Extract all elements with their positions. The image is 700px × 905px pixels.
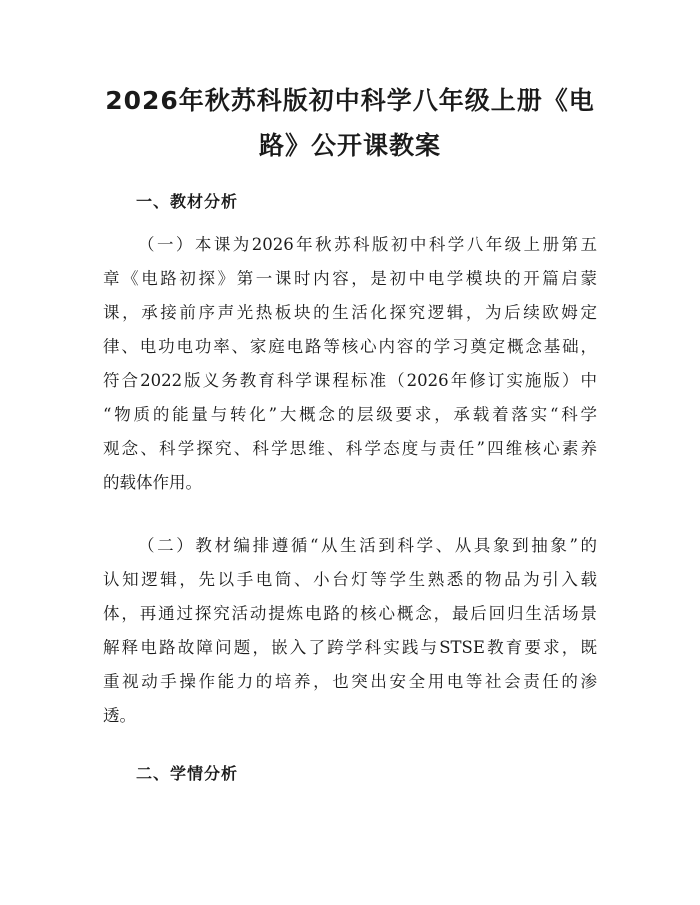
paragraph-line: 透。 bbox=[103, 706, 136, 725]
paragraph-textbook-analysis-1 bbox=[103, 228, 597, 500]
paragraph-line: （二）教材编排遵循“从生活到科学、从具象到抽象”的 bbox=[138, 536, 597, 555]
document-title-line-2: 路》公开课教案 bbox=[258, 131, 441, 160]
document-title-line-1: 2026年秋苏科版初中科学八年级上册《电 bbox=[105, 86, 595, 115]
paragraph-line: 的载体作用。 bbox=[103, 473, 202, 492]
paragraph-line: 课，承接前序声光热板块的生活化探究逻辑，为后续欧姆定 bbox=[103, 303, 597, 322]
paragraph-line: “物质的能量与转化”大概念的层级要求，承载着落实“科学 bbox=[103, 405, 597, 424]
section-heading-learner-analysis: 二、学情分析 bbox=[136, 764, 239, 783]
section-heading-textbook-analysis: 一、教材分析 bbox=[136, 192, 239, 211]
paragraph-line: 重视动手操作能力的培养，也突出安全用电等社会责任的渗 bbox=[103, 672, 597, 691]
paragraph-line: （一）本课为2026年秋苏科版初中科学八年级上册第五 bbox=[138, 235, 597, 254]
paragraph-textbook-analysis-2 bbox=[103, 529, 597, 733]
paragraph-line: 律、电功电功率、家庭电路等核心内容的学习奠定概念基础， bbox=[103, 337, 597, 356]
paragraph-line: 体，再通过探究活动提炼电路的核心概念，最后回归生活场景 bbox=[103, 604, 597, 623]
paragraph-line: 章《电路初探》第一课时内容，是初中电学模块的开篇启蒙 bbox=[103, 269, 597, 288]
paragraph-line: 解释电路故障问题，嵌入了跨学科实践与STSE教育要求，既 bbox=[103, 638, 597, 657]
paragraph-line: 观念、科学探究、科学思维、科学态度与责任”四维核心素养 bbox=[103, 439, 597, 458]
paragraph-line: 符合2022版义务教育科学课程标准（2026年修订实施版）中 bbox=[103, 371, 597, 390]
paragraph-line: 认知逻辑，先以手电筒、小台灯等学生熟悉的物品为引入载 bbox=[103, 570, 597, 589]
